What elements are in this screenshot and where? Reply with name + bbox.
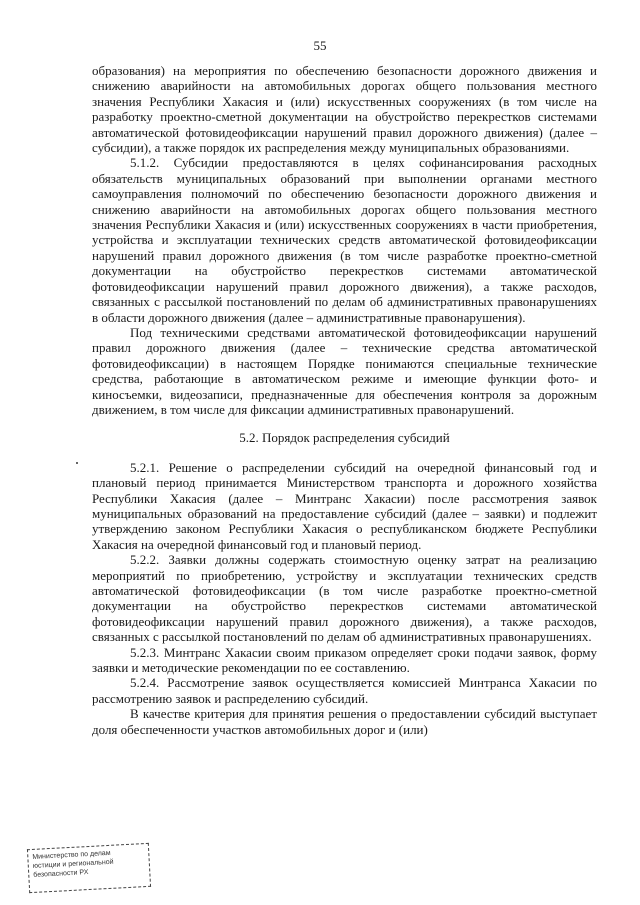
paragraph-5-2-1: 5.2.1. Решение о распределении субсидий на очередной финансовый год и плановый период принимается Министерством транспорта и дорожного хозяйства Республики Хакасия (далее – Минтранс Хакасии) после рассмотрения заявок муниципальных образований на предоставление субсидий (далее – заявки) и подлежит утверждению законом Республики Хакасия о республиканском бюджете Республики Хакасия на очередной финансовый год и плановый период. xyxy=(92,459,597,552)
stamp-line: юстиции и региональной xyxy=(32,858,114,870)
paragraph-5-2-3: 5.2.3. Минтранс Хакасии своим приказом определяет сроки подачи заявок, форму заявки и методические рекомендации по ее составлению. xyxy=(92,644,597,676)
page-number: 55 xyxy=(313,38,327,53)
paragraph-5-1-2: 5.1.2. Субсидии предоставляются в целях софинансирования расходных обязательств муниципальных образований при выполнении органами местного самоуправления полномочий по обеспечению безопасности дорожного движения и снижению аварийности на автомобильных дорогах общего пользования местного значения Республики Хакасия и (или) искусственных сооружениях в части приобретения, устройства и эксплуатации технических средств автоматической фотовидеофиксации нарушений правил дорожного движения (в том числе разработке проектно-сметной документации на обустройство перекрестков системами автоматической фотовидеофиксации нарушений правил дорожного движения), а также расходов, связанных с рассылкой постановлений по делам об административных правонарушениях в области дорожного движения (далее – административные правонарушения). xyxy=(92,155,597,325)
registration-stamp xyxy=(27,843,151,893)
section-heading: 5.2. Порядок распределения субсидий xyxy=(239,430,450,446)
scan-mark xyxy=(76,462,78,464)
paragraph-5-2-4: 5.2.4. Рассмотрение заявок осуществляется комиссией Минтранса Хакасии по рассмотрению заявок и распределению субсидий. xyxy=(92,675,597,706)
stamp-line: безопасности РХ xyxy=(33,869,89,879)
paragraph-5-2-2: 5.2.2. Заявки должны содержать стоимостную оценку затрат на реализацию мероприятий по приобретению, устройству и эксплуатации технических средств автоматической фотовидеофиксации (в том числе разработке проектно-сметной документации на обустройство перекрестков системами автоматической фотовидеофиксации нарушений правил дорожного движения), а также расходов, связанных с рассылкой постановлений по делам об административных правонарушениях. xyxy=(92,552,597,645)
paragraph-definition: Под техническими средствами автоматической фотовидеофиксации нарушений правил дорожного движения (далее – технические средства автоматической фотовидеофиксации) в настоящем Порядке понимаются специальные технические средства, работающие в автоматическом режиме и имеющие функции фото- и киносъемки, видеозаписи, предназначенные для обеспечения контроля за дорожным движением, в том числе для фиксации административных правонарушений. xyxy=(92,324,597,417)
stamp-line: Министерство по делам xyxy=(32,849,111,861)
document-body xyxy=(92,63,597,737)
paragraph-continuation: образования) на мероприятия по обеспечению безопасности дорожного движения и снижению аварийности на автомобильных дорогах общего пользования местного значения Республики Хакасия и (или) искусственных сооружениях (в том числе на разработку проектно-сметной документации на обустройство перекрестков системами автоматической фотовидеофиксации нарушений правил дорожного движения) (далее – субсидии), а также порядок их распределения между муниципальных образованиями. xyxy=(92,63,597,156)
paragraph-criteria: В качестве критерия для принятия решения о предоставлении субсидий выступает доля обеспеченности участков автомобильных дорог и (или) xyxy=(92,706,597,737)
